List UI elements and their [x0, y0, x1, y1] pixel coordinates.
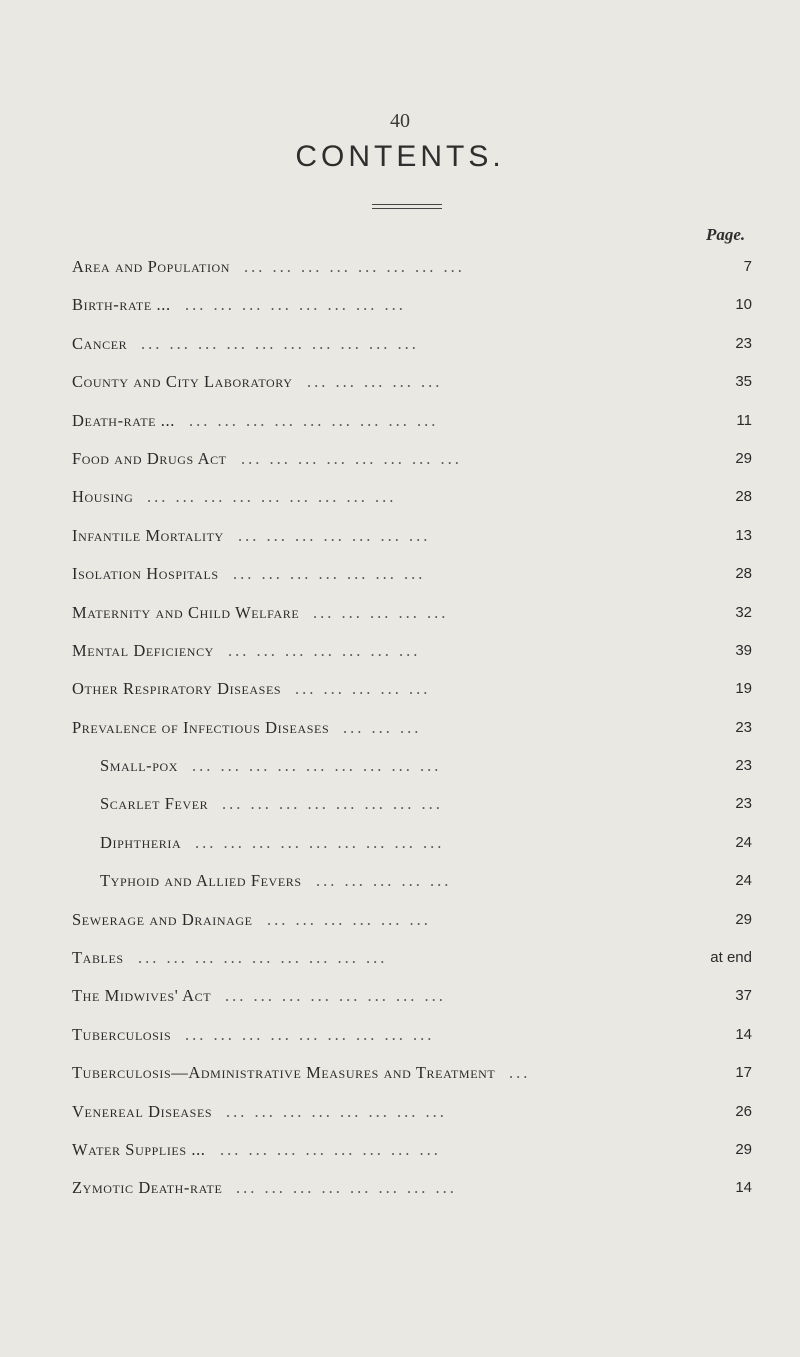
- page-number: 40: [390, 110, 410, 132]
- entry-title: Other Respiratory Diseases: [72, 679, 282, 699]
- entry-page-number: 26: [735, 1102, 752, 1120]
- contents-entry: [72, 517, 752, 555]
- page-column-label: Page.: [706, 225, 746, 244]
- entry-page-number: 17: [735, 1064, 752, 1082]
- entry-title: Area and Population: [72, 257, 231, 276]
- entry-page-number: 39: [735, 641, 752, 659]
- entry-title: County and City Laboratory: [72, 372, 293, 392]
- contents-entry: [72, 555, 752, 593]
- contents-entry: [72, 632, 752, 670]
- contents-entry: [72, 824, 752, 862]
- contents-entry: [72, 977, 752, 1015]
- entry-title: Tuberculosis: [72, 1024, 172, 1044]
- entry-leader-dots: ... ... ... ... ... ... ... ...: [236, 1178, 457, 1198]
- entry-title: Small-pox: [100, 756, 179, 776]
- entry-leader-dots: ...: [509, 1063, 531, 1083]
- entry-page-number: 29: [735, 449, 752, 467]
- entry-leader-dots: ... ... ... ... ... ...: [267, 909, 431, 929]
- contents-list: [72, 248, 752, 1208]
- entry-leader-dots: ... ... ... ... ... ... ... ...: [220, 1139, 441, 1159]
- entry-page-number: 23: [735, 757, 752, 775]
- entry-title: Food and Drugs Act: [72, 448, 227, 468]
- entry-page-number: 23: [735, 795, 752, 813]
- entry-page-number: 14: [735, 1025, 752, 1043]
- entry-page-number: 7: [743, 258, 752, 275]
- entry-title: The Midwives' Act: [72, 986, 212, 1006]
- entry-page-number: 14: [735, 1179, 752, 1197]
- entry-page-number: 19: [735, 680, 752, 698]
- entry-leader-dots: ... ... ... ... ... ... ... ... ...: [147, 487, 397, 507]
- entry-leader-dots: ... ... ... ... ...: [295, 679, 431, 699]
- entry-title: Tuberculosis—Administrative Measures and Treatment: [72, 1063, 496, 1083]
- entry-title: Infantile Mortality: [72, 525, 224, 545]
- entry-title: Venereal Diseases: [72, 1101, 213, 1121]
- contents-entry: [72, 1131, 752, 1169]
- entry-leader-dots: ... ... ... ... ... ... ... ...: [244, 257, 465, 276]
- contents-entry: [72, 248, 752, 286]
- entry-title: Tables: [72, 948, 124, 968]
- entry-page-number: 29: [735, 910, 752, 928]
- contents-entry: [72, 939, 752, 977]
- entry-page-number: 23: [735, 718, 752, 736]
- contents-entry: [72, 670, 752, 708]
- entry-leader-dots: ... ... ... ... ... ... ... ...: [226, 1101, 447, 1121]
- contents-entry: [72, 901, 752, 939]
- entry-page-number: 28: [735, 565, 752, 583]
- entry-title: Birth-rate ...: [72, 295, 171, 315]
- entry-title: Zymotic Death-rate: [72, 1178, 223, 1198]
- contents-entry: [72, 1093, 752, 1131]
- entry-title: Sewerage and Drainage: [72, 909, 253, 929]
- contents-entry: [72, 1054, 752, 1092]
- entry-title: Cancer: [72, 333, 128, 353]
- entry-title: Typhoid and Allied Fevers: [100, 871, 302, 891]
- entry-title: Mental Deficiency: [72, 640, 214, 660]
- contents-entry: [72, 325, 752, 363]
- contents-entry: [72, 286, 752, 324]
- entry-leader-dots: ... ... ... ... ... ... ... ...: [225, 986, 446, 1006]
- entry-leader-dots: ... ... ... ... ... ... ... ... ...: [192, 756, 442, 776]
- entry-page-number: 10: [735, 296, 752, 314]
- entry-page-number: 37: [735, 987, 752, 1005]
- contents-entry: [72, 1016, 752, 1054]
- entry-leader-dots: ... ... ... ... ... ... ... ... ...: [138, 948, 388, 968]
- entry-page-number: 13: [735, 526, 752, 544]
- contents-entry: [72, 440, 752, 478]
- entry-title: Diphtheria: [100, 832, 182, 852]
- contents-entry: [72, 709, 752, 747]
- entry-leader-dots: ... ... ... ... ...: [313, 602, 449, 622]
- entry-title: Prevalence of Infectious Diseases: [72, 717, 330, 737]
- heading-rule-bottom: [372, 208, 442, 209]
- contents-entry: [72, 1169, 752, 1207]
- entry-title: Housing: [72, 487, 134, 507]
- entry-page-number: 11: [736, 411, 752, 429]
- entry-title: Scarlet Fever: [100, 794, 209, 814]
- contents-entry: [72, 747, 752, 785]
- entry-page-number: 24: [735, 872, 752, 890]
- contents-entry: [72, 785, 752, 823]
- contents-entry: [72, 363, 752, 401]
- page-heading: CONTENTS.: [295, 140, 505, 173]
- contents-entry: [72, 402, 752, 440]
- entry-leader-dots: ... ... ... ... ... ... ...: [233, 564, 426, 584]
- entry-page-number: 28: [735, 488, 752, 506]
- entry-leader-dots: ... ... ... ... ...: [307, 372, 443, 392]
- entry-leader-dots: ... ... ...: [343, 717, 422, 737]
- entry-leader-dots: ... ... ... ... ...: [316, 871, 452, 891]
- entry-page-number: at end: [710, 949, 752, 967]
- entry-leader-dots: ... ... ... ... ... ... ... ...: [241, 448, 462, 468]
- contents-entry: [72, 862, 752, 900]
- contents-entry: [72, 594, 752, 632]
- entry-title: Water Supplies ...: [72, 1139, 206, 1159]
- contents-entry: [72, 478, 752, 516]
- entry-leader-dots: ... ... ... ... ... ... ... ... ...: [189, 410, 439, 430]
- entry-leader-dots: ... ... ... ... ... ... ... ... ...: [195, 832, 445, 852]
- entry-leader-dots: ... ... ... ... ... ... ... ...: [185, 295, 406, 315]
- entry-title: Isolation Hospitals: [72, 564, 219, 584]
- entry-page-number: 29: [735, 1140, 752, 1158]
- entry-title: Death-rate ...: [72, 410, 175, 430]
- entry-page-number: 23: [735, 334, 752, 352]
- entry-title: Maternity and Child Welfare: [72, 602, 300, 622]
- entry-leader-dots: ... ... ... ... ... ... ...: [238, 525, 431, 545]
- entry-leader-dots: ... ... ... ... ... ... ... ... ...: [185, 1024, 435, 1044]
- entry-leader-dots: ... ... ... ... ... ... ... ... ... ...: [141, 333, 419, 353]
- entry-page-number: 35: [735, 373, 752, 391]
- entry-page-number: 32: [735, 603, 752, 621]
- heading-rule-top: [372, 204, 442, 205]
- entry-page-number: 24: [735, 833, 752, 851]
- entry-leader-dots: ... ... ... ... ... ... ... ...: [222, 794, 443, 814]
- entry-leader-dots: ... ... ... ... ... ... ...: [228, 640, 421, 660]
